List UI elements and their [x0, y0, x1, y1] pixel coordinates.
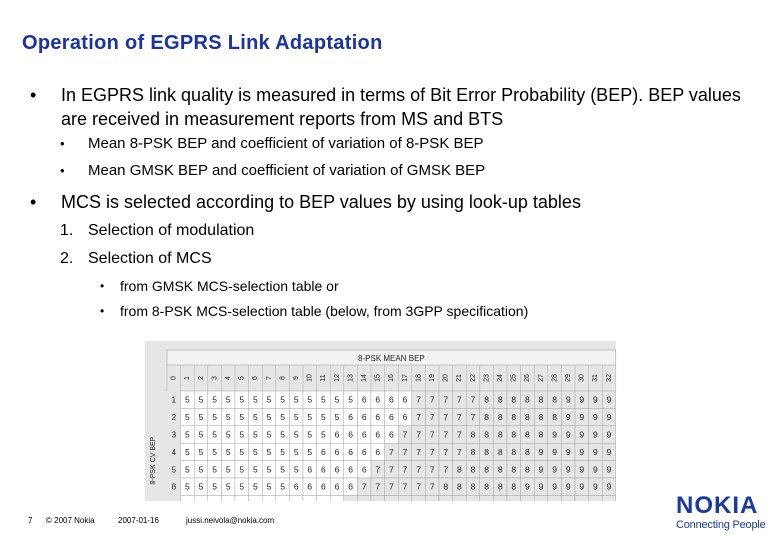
cell-value: 7 [389, 481, 394, 492]
cell-value: 5 [293, 394, 299, 405]
cell-value [389, 499, 394, 501]
column-header: 5 [238, 376, 246, 380]
footer-date: 2007-01-16 [118, 516, 159, 525]
item-text: Selection of modulation [88, 222, 255, 239]
cell-value [416, 499, 421, 501]
item-number: 1. [60, 222, 74, 239]
cell-value: 6 [321, 446, 326, 457]
logo-tagline: Connecting People [676, 519, 766, 531]
cell-value: 6 [389, 412, 394, 423]
cell-value: 6 [402, 412, 408, 423]
cell-value: 8 [484, 412, 489, 423]
column-header: 4 [225, 376, 233, 380]
cell-value: 5 [280, 412, 285, 423]
cell-value: 7 [416, 446, 421, 457]
cell-value: 8 [457, 464, 462, 475]
cell-value: 5 [239, 412, 245, 423]
column-header: 9 [293, 376, 301, 380]
sub-bullet-text: from GMSK MCS-selection table or [120, 278, 339, 294]
column-header: 30 [578, 374, 586, 382]
cell-value: 7 [402, 464, 408, 475]
row-header: 2 [171, 413, 177, 423]
column-header: 32 [605, 374, 613, 382]
cell-value: 9 [579, 412, 585, 423]
cell-value: 7 [416, 394, 421, 405]
cell-value: 5 [212, 394, 217, 405]
cell-value [199, 499, 204, 501]
cell-value [498, 499, 503, 501]
bullet-mcs-selection [30, 190, 750, 214]
cell-value: 5 [185, 412, 190, 423]
column-header: 17 [401, 374, 409, 382]
row-header: 3 [171, 430, 177, 440]
column-header: 8 [279, 376, 287, 380]
copyright: © 2007 Nokia [46, 516, 95, 525]
cell-value: 8 [511, 481, 517, 492]
cell-value: 5 [280, 429, 285, 440]
column-header: 19 [429, 374, 437, 382]
cell-value: 5 [212, 481, 217, 492]
cell-value: 6 [348, 464, 353, 475]
cell-value: 5 [266, 446, 272, 457]
cell-value: 6 [334, 464, 340, 475]
cell-value: 8 [511, 464, 517, 475]
cell-value: 6 [402, 394, 408, 405]
cell-value [579, 499, 584, 501]
column-header: 12 [333, 374, 341, 382]
cell-value: 9 [538, 481, 544, 492]
column-header: 1 [184, 376, 192, 380]
cell-value: 5 [307, 446, 313, 457]
sub-bullet-text: from 8-PSK MCS-selection table (below, from 3GPP specification) [120, 303, 529, 319]
top-header-label: 8-PSK MEAN BEP [358, 354, 425, 363]
cell-value: 8 [525, 394, 530, 405]
cell-value: 9 [606, 394, 612, 405]
cell-value: 8 [511, 429, 517, 440]
cell-value: 9 [606, 481, 612, 492]
bullet-bep-measurement [30, 83, 750, 133]
cell-value: 8 [470, 429, 476, 440]
cell-value: 9 [565, 446, 571, 457]
cell-value: 6 [361, 446, 367, 457]
cell-value [525, 499, 530, 501]
cell-value [552, 499, 557, 501]
cell-value: 6 [348, 446, 353, 457]
cell-value: 5 [185, 464, 190, 475]
cell-value: 7 [416, 429, 421, 440]
cell-value: 8 [484, 464, 489, 475]
cell-value: 9 [606, 464, 612, 475]
cell-value: 5 [212, 429, 217, 440]
column-header: 13 [347, 374, 355, 382]
column-header: 23 [483, 374, 491, 382]
cell-value: 5 [239, 464, 245, 475]
cell-value: 9 [565, 412, 571, 423]
cell-value [307, 499, 312, 501]
column-header: 28 [551, 374, 559, 382]
cell-value: 5 [293, 429, 299, 440]
cell-value: 6 [334, 446, 340, 457]
cell-value [321, 499, 326, 501]
cell-value [212, 499, 217, 501]
cell-value: 5 [266, 394, 272, 405]
cell-value: 5 [280, 464, 285, 475]
cell-value: 8 [484, 481, 489, 492]
cell-value: 5 [253, 464, 258, 475]
cell-value: 7 [402, 446, 408, 457]
cell-value: 7 [389, 464, 394, 475]
cell-value: 5 [321, 429, 326, 440]
cell-value: 5 [321, 412, 326, 423]
cell-value: 5 [225, 464, 231, 475]
cell-value [267, 499, 272, 501]
cell-value: 5 [348, 394, 353, 405]
cell-value: 7 [443, 412, 449, 423]
item-text: Selection of MCS [88, 250, 212, 267]
cell-value: 7 [470, 412, 476, 423]
row-header: 6 [171, 482, 177, 492]
bullet-dot: • [30, 192, 37, 212]
column-header: 21 [456, 374, 464, 382]
cell-value: 9 [606, 412, 612, 423]
cell-value: 7 [457, 446, 462, 457]
cell-value [471, 499, 476, 501]
cell-value: 9 [579, 394, 585, 405]
cell-value: 8 [470, 464, 476, 475]
cell-value: 8 [497, 464, 503, 475]
column-header: 7 [265, 376, 273, 380]
cell-value: 5 [266, 481, 272, 492]
cell-value: 9 [552, 429, 557, 440]
cell-value: 6 [334, 429, 340, 440]
cell-value: 5 [253, 429, 258, 440]
cell-value: 8 [525, 464, 530, 475]
column-header: 24 [497, 374, 505, 382]
cell-value: 6 [361, 464, 367, 475]
cell-value: 8 [484, 446, 489, 457]
cell-value: 5 [225, 412, 231, 423]
cell-value: 9 [593, 429, 598, 440]
cell-value: 5 [307, 394, 313, 405]
cell-value: 7 [416, 412, 421, 423]
cell-value: 8 [457, 481, 462, 492]
cell-value: 5 [253, 394, 258, 405]
cell-value: 7 [457, 429, 462, 440]
cell-value [607, 499, 612, 501]
cell-value: 8 [538, 394, 544, 405]
cell-value: 5 [225, 446, 231, 457]
cell-value: 9 [579, 464, 585, 475]
cell-value: 7 [443, 446, 449, 457]
slide-title: Operation of EGPRS Link Adaptation [22, 32, 383, 54]
cell-value: 6 [375, 412, 381, 423]
cell-value: 5 [239, 429, 245, 440]
cell-value: 7 [402, 429, 408, 440]
cell-value: 9 [525, 481, 530, 492]
cell-value: 7 [429, 412, 435, 423]
cell-value [362, 499, 367, 501]
cell-value: 7 [457, 394, 462, 405]
cell-value: 9 [565, 464, 571, 475]
column-header: 0 [170, 376, 178, 380]
cell-value: 9 [593, 464, 598, 475]
cell-value: 6 [361, 394, 367, 405]
cell-value: 5 [225, 429, 231, 440]
cell-value [294, 499, 299, 501]
cell-value: 9 [606, 429, 612, 440]
cell-value: 7 [429, 446, 435, 457]
cell-value: 6 [348, 481, 353, 492]
cell-value: 9 [565, 394, 571, 405]
cell-value: 9 [593, 412, 598, 423]
cell-value: 5 [239, 446, 245, 457]
cell-value [253, 499, 258, 501]
bullet-dot: • [30, 85, 37, 105]
cell-value: 9 [606, 446, 612, 457]
row-header: 5 [171, 465, 177, 475]
column-header: 10 [306, 374, 314, 382]
cell-value: 6 [389, 394, 394, 405]
cell-value: 5 [293, 412, 299, 423]
cell-value: 9 [538, 464, 544, 475]
bullet-dot: • [60, 163, 65, 178]
bullet-dot: • [60, 136, 65, 151]
cell-value: 6 [321, 481, 326, 492]
cell-value: 6 [307, 481, 313, 492]
cell-value: 7 [402, 481, 408, 492]
cell-value: 5 [212, 446, 217, 457]
cell-value [348, 499, 353, 501]
cell-value [226, 499, 231, 501]
cell-value: 8 [552, 394, 557, 405]
cell-value: 5 [198, 464, 204, 475]
bullet-dot: • [100, 304, 105, 318]
cell-value: 9 [579, 481, 585, 492]
cell-value [443, 499, 448, 501]
cell-value [484, 499, 489, 501]
cell-value: 5 [239, 481, 245, 492]
cell-value: 5 [293, 446, 299, 457]
cell-value: 8 [511, 412, 517, 423]
cell-value: 9 [552, 464, 557, 475]
cell-value: 5 [266, 429, 272, 440]
cell-value: 6 [348, 412, 353, 423]
nokia-logo [676, 494, 772, 532]
cell-value: 8 [497, 446, 503, 457]
cell-value: 6 [307, 464, 313, 475]
column-header: 16 [388, 374, 396, 382]
column-header: 20 [442, 374, 450, 382]
cell-value: 8 [470, 446, 476, 457]
cell-value: 5 [253, 481, 258, 492]
cell-value: 6 [293, 481, 299, 492]
cell-value: 5 [239, 394, 245, 405]
cell-value: 8 [484, 394, 489, 405]
cell-value: 5 [334, 412, 340, 423]
column-header: 11 [320, 374, 328, 382]
bullet-text: MCS is selected according to BEP values by using look-up tables [61, 192, 581, 212]
cell-value: 8 [552, 412, 557, 423]
cell-value: 5 [198, 481, 204, 492]
cell-value: 7 [361, 481, 367, 492]
cell-value: 5 [307, 412, 313, 423]
cell-value: 7 [375, 464, 381, 475]
cell-value: 7 [429, 429, 435, 440]
side-header-label: 8-PSK CV BEP [149, 436, 157, 485]
column-header: 26 [524, 374, 532, 382]
bullet-text: In EGPRS link quality is measured in terms of Bit Error Probability (BEP). BEP values are received in measurement reports from MS and BTS [61, 85, 741, 129]
cell-value: 8 [470, 481, 476, 492]
cell-value: 5 [198, 412, 204, 423]
cell-value: 5 [293, 464, 299, 475]
cell-value: 5 [280, 394, 285, 405]
cell-value [539, 499, 544, 501]
cell-value: 7 [429, 481, 435, 492]
cell-value: 9 [565, 429, 571, 440]
page-number: 7 [28, 516, 33, 525]
cell-value: 5 [185, 429, 190, 440]
cell-value: 6 [361, 412, 367, 423]
cell-value: 9 [579, 446, 585, 457]
cell-value: 7 [470, 394, 476, 405]
cell-value: 7 [429, 394, 435, 405]
cell-value: 8 [525, 446, 530, 457]
cell-value: 7 [443, 464, 449, 475]
cell-value [511, 499, 516, 501]
cell-value: 8 [443, 481, 449, 492]
cell-value: 5 [307, 429, 313, 440]
cell-value: 8 [497, 481, 503, 492]
cell-value: 6 [348, 429, 353, 440]
cell-value: 9 [565, 481, 571, 492]
cell-value: 9 [593, 446, 598, 457]
column-header: 6 [252, 376, 260, 380]
cell-value: 5 [185, 394, 190, 405]
column-header: 22 [469, 374, 477, 382]
cell-value: 9 [552, 446, 557, 457]
cell-value: 8 [497, 412, 503, 423]
cell-value: 6 [375, 394, 381, 405]
cell-value: 5 [253, 412, 258, 423]
cell-value: 6 [375, 429, 381, 440]
cell-value [403, 499, 408, 501]
column-header: 3 [211, 376, 219, 380]
cell-value: 9 [552, 481, 557, 492]
cell-value: 7 [443, 394, 449, 405]
cell-value: 5 [185, 446, 190, 457]
cell-value: 5 [198, 429, 204, 440]
cell-value: 6 [334, 481, 340, 492]
sub-bullet-text: Mean 8-PSK BEP and coefficient of variation of 8-PSK BEP [88, 135, 484, 152]
cell-value: 8 [511, 394, 517, 405]
author-email: jussi.neivola@nokia.com [186, 516, 275, 525]
logo-wordmark: NOKIA [676, 492, 759, 519]
cell-value: 7 [375, 481, 381, 492]
cell-value [430, 499, 435, 501]
cell-value: 8 [497, 394, 503, 405]
cell-value: 8 [484, 429, 489, 440]
cell-value: 5 [225, 394, 231, 405]
cell-value: 5 [266, 412, 272, 423]
row-header: 1 [171, 395, 177, 405]
mcs-selection-table [145, 341, 620, 501]
cell-value: 8 [511, 446, 517, 457]
cell-value: 5 [198, 394, 204, 405]
bullet-dot: • [100, 279, 105, 293]
cell-value: 9 [538, 446, 544, 457]
cell-value [566, 499, 571, 501]
cell-value: 9 [579, 429, 585, 440]
column-header: 25 [510, 374, 518, 382]
cell-value: 5 [225, 481, 231, 492]
cell-value: 7 [429, 464, 435, 475]
cell-value: 5 [253, 446, 258, 457]
cell-value: 7 [443, 429, 449, 440]
cell-value [239, 499, 244, 501]
cell-value: 5 [334, 394, 340, 405]
cell-value: 8 [525, 412, 530, 423]
cell-value: 5 [280, 481, 285, 492]
cell-value: 8 [538, 429, 544, 440]
cell-value: 6 [361, 429, 367, 440]
cell-value: 7 [416, 464, 421, 475]
cell-value: 5 [266, 464, 272, 475]
cell-value [457, 499, 462, 501]
cell-value: 7 [457, 412, 462, 423]
cell-value: 5 [212, 464, 217, 475]
cell-value: 8 [538, 412, 544, 423]
column-header: 31 [592, 374, 600, 382]
column-header: 18 [415, 374, 423, 382]
cell-value: 8 [497, 429, 503, 440]
column-header: 2 [197, 376, 205, 380]
row-header [172, 500, 177, 501]
cell-value: 6 [321, 464, 326, 475]
cell-value: 5 [212, 412, 217, 423]
column-header: 27 [537, 374, 545, 382]
column-header: 29 [565, 374, 573, 382]
cell-value [335, 499, 340, 501]
cell-value: 8 [525, 429, 530, 440]
cell-value: 9 [593, 481, 598, 492]
cell-value [375, 499, 380, 501]
cell-value: 5 [185, 481, 190, 492]
row-header: 4 [171, 447, 177, 457]
cell-value [185, 499, 190, 501]
cell-value: 9 [593, 394, 598, 405]
column-header: 14 [361, 374, 369, 382]
cell-value: 5 [280, 446, 285, 457]
cell-value [280, 499, 285, 501]
cell-value [593, 499, 598, 501]
item-number: 2. [60, 250, 74, 267]
cell-value: 7 [389, 446, 394, 457]
column-header: 15 [374, 374, 382, 382]
cell-value: 5 [198, 446, 204, 457]
sub-bullet-text: Mean GMSK BEP and coefficient of variation of GMSK BEP [88, 162, 486, 179]
cell-value: 5 [321, 394, 326, 405]
cell-value: 6 [389, 429, 394, 440]
cell-value: 7 [416, 481, 421, 492]
cell-value: 6 [375, 446, 381, 457]
